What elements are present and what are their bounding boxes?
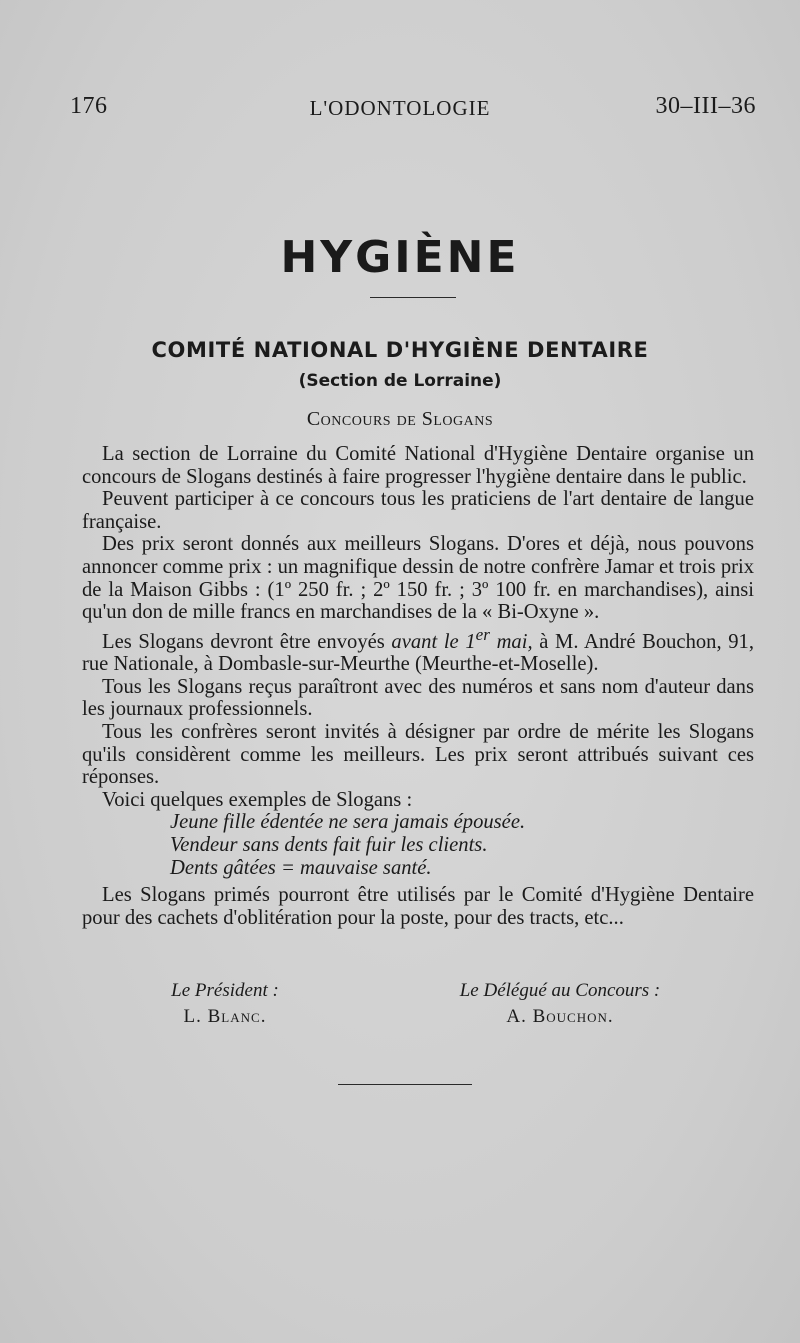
paragraph: Des prix seront donnés aux meilleurs Slogans. D'ores et déjà, nous pouvons annoncer comme prix : un magnifique dessin de notre confrère Jamar et trois prix de la Maison Gibbs : (1º 250 fr. ; 2º 150 fr. ; 3º 100 fr. en marchandises), ainsi qu'un don de mille francs en marchandises de la « Bi-Oxyne ».	[82, 533, 754, 624]
title-divider	[370, 297, 456, 298]
slogan-item: Vendeur sans dents fait fuir les clients.	[170, 833, 488, 856]
contest-title: Concours de Slogans	[306, 408, 494, 430]
slogan-item: Jeune fille édentée ne sera jamais épousée.	[170, 811, 526, 834]
president-role: Le Président :	[171, 980, 279, 1001]
issue-date: 30–III–36	[655, 93, 756, 119]
delegate-role: Le Délégué au Concours :	[459, 980, 661, 1001]
paragraph: Voici quelques exemples de Slogans :	[102, 788, 413, 811]
closing-paragraph: Les Slogans primés pourront être utilisés par le Comité d'Hygiène Dentaire pour des cachets d'oblitération pour la poste, pour des tracts, etc...	[82, 884, 754, 929]
slogan-examples	[82, 811, 754, 879]
section-subheading: (Section de Lorraine)	[298, 371, 502, 391]
deadline-paragraph: Les Slogans devront être envoyés avant le 1er mai, à M. André Bouchon, 91, rue Nationale, à Dombasle-sur-Meurthe (Meurthe-et-Moselle).	[82, 624, 755, 676]
slogan-item: Dents gâtées = mauvaise santé.	[170, 856, 432, 879]
president-signature	[160, 978, 290, 1030]
page-number: 176	[70, 93, 108, 119]
paragraph: Tous les confrères seront invités à désigner par ordre de mérite les Slogans qu'ils considèrent comme les meilleurs. Les prix seront attribués suivant ces réponses.	[82, 720, 754, 789]
end-divider	[338, 1084, 472, 1085]
paragraph: Peuvent participer à ce concours tous les praticiens de l'art dentaire de langue française.	[82, 488, 754, 533]
deadline-emphasis: avant le 1er mai,	[391, 624, 533, 653]
paragraph: La section de Lorraine du Comité National d'Hygiène Dentaire organise un concours de Slogans destinés à faire progresser l'hygiène dentaire dans le public.	[82, 443, 754, 488]
journal-title: L'ODONTOLOGIE	[309, 96, 491, 120]
article-body	[82, 443, 754, 929]
delegate-signature	[450, 978, 670, 1030]
paragraph: Tous les Slogans reçus paraîtront avec des numéros et sans nom d'auteur dans les journaux professionnels.	[82, 675, 754, 721]
president-name: L. Blanc.	[183, 1006, 267, 1027]
committee-heading: COMITÉ NATIONAL D'HYGIÈNE DENTAIRE	[151, 338, 649, 362]
article-title: HYGIÈNE	[280, 232, 520, 283]
delegate-name: A. Bouchon.	[506, 1006, 614, 1027]
